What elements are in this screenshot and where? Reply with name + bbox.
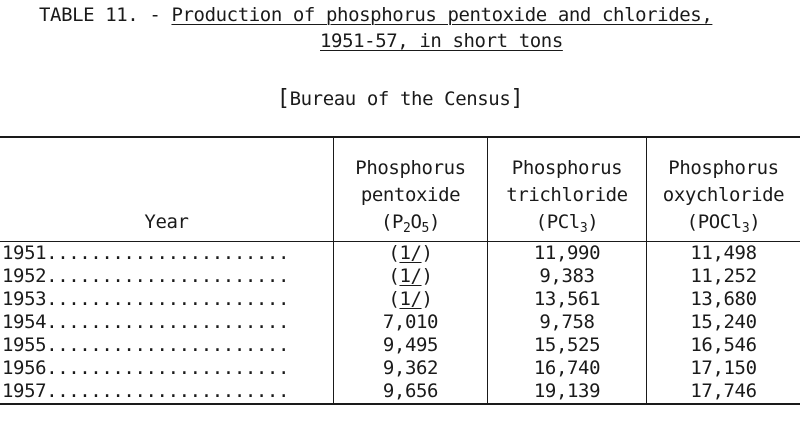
- phosphorus-trichloride-cell: 16,740: [488, 357, 647, 380]
- column-header-year: Year: [0, 137, 334, 242]
- table-row: [0, 334, 800, 357]
- footnote-reference: 1/: [399, 265, 422, 287]
- phosphorus-oxychloride-cell: 17,746: [647, 380, 800, 404]
- table-title-line-1: [39, 2, 712, 29]
- footnote-reference: 1/: [399, 242, 422, 264]
- phosphorus-pentoxide-cell: 9,656: [334, 380, 488, 404]
- phosphorus-trichloride-cell: 11,990: [488, 242, 647, 266]
- phosphorus-pentoxide-cell: 9,362: [334, 357, 488, 380]
- table-number: TABLE 11. -: [39, 4, 172, 26]
- phosphorus-pentoxide-cell: (1/): [334, 265, 488, 288]
- phosphorus-oxychloride-cell: 13,680: [690, 288, 757, 310]
- footnote-reference: 1/: [399, 288, 422, 310]
- dot-leader: ......................: [46, 357, 290, 379]
- phosphorus-pentoxide-cell: (1/): [334, 288, 488, 311]
- phosphorus-oxychloride-cell: 17,150: [690, 357, 757, 379]
- dot-leader: ......................: [46, 242, 290, 264]
- year-cell: 1951......................: [0, 242, 334, 266]
- table-title-subtext: 1951-57, in short tons: [320, 30, 563, 52]
- phosphorus-oxychloride-cell: 16,546: [690, 334, 757, 356]
- dot-leader: ......................: [46, 334, 290, 356]
- column-header-phosphorus-pentoxide: Phosphorus pentoxide $(P_2O_5)$: [334, 137, 488, 242]
- phosphorus-pentoxide-cell: 7,010: [334, 311, 488, 334]
- phosphorus-oxychloride-cell: 11,252: [690, 265, 757, 287]
- year-cell: 1952......................: [0, 265, 334, 288]
- phosphorus-pentoxide-cell: (1/): [334, 242, 488, 266]
- column-header-phosphorus-oxychloride: Phosphorus oxychloride (POCl$_3$): [647, 137, 800, 242]
- phosphorus-trichloride-cell: 19,139: [488, 380, 647, 404]
- column-header-phosphorus-trichloride: Phosphorus trichloride (PCl$_3$): [488, 137, 647, 242]
- year-cell: 1955......................: [0, 334, 334, 357]
- year-cell: 1953......................: [0, 288, 334, 311]
- source-text: Bureau of the Census: [289, 88, 511, 110]
- phosphorus-oxychloride-cell: 15,240: [690, 311, 757, 333]
- dot-leader: ......................: [46, 311, 290, 333]
- table-title-line-2: [320, 28, 563, 55]
- table-row: [0, 357, 800, 380]
- production-table: [0, 136, 800, 405]
- table-row: [0, 242, 800, 266]
- table-row: [0, 265, 800, 288]
- phosphorus-pentoxide-cell: 9,495: [334, 334, 488, 357]
- table-title-text: Production of phosphorus pentoxide and chlorides,: [171, 4, 713, 26]
- phosphorus-trichloride-cell: 9,758: [488, 311, 647, 334]
- table-row: [0, 380, 800, 404]
- phosphorus-oxychloride-cell: 11,498: [690, 242, 757, 264]
- table-header-row: [0, 137, 800, 242]
- phosphorus-trichloride-cell: 13,561: [488, 288, 647, 311]
- phosphorus-trichloride-cell: 9,383: [488, 265, 647, 288]
- table-row: [0, 288, 800, 311]
- table-source: [Bureau of the Census]: [276, 86, 524, 111]
- phosphorus-trichloride-cell: 15,525: [488, 334, 647, 357]
- table-body: [0, 242, 800, 405]
- year-cell: 1954......................: [0, 311, 334, 334]
- year-cell: 1957......................: [0, 380, 334, 404]
- year-cell: 1956......................: [0, 357, 334, 380]
- dot-leader: ......................: [46, 380, 290, 402]
- dot-leader: ......................: [46, 288, 290, 310]
- table-row: [0, 311, 800, 334]
- dot-leader: ......................: [46, 265, 290, 287]
